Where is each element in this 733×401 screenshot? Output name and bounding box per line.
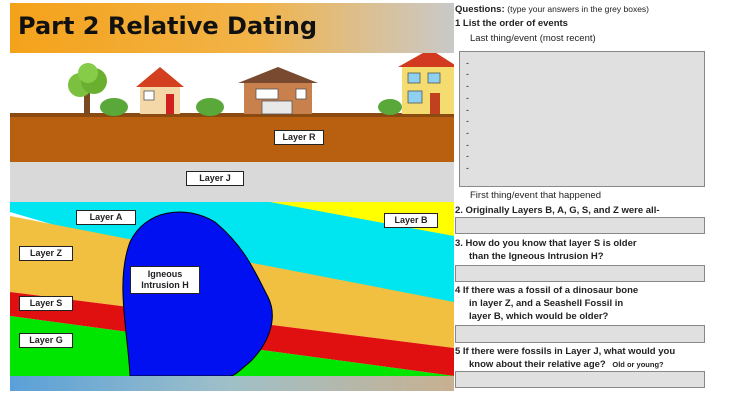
slide-margin (0, 0, 10, 401)
questions-header-label: Questions: (455, 4, 505, 15)
question-4-line-3-text: layer B, which would be older? (469, 311, 609, 322)
dash-10: - (466, 163, 469, 173)
igneous-intrusion-label: Igneous Intrusion H (130, 266, 200, 294)
dash-3: - (466, 81, 469, 91)
layer-r-label: Layer R (274, 130, 324, 145)
yellow-house-icon (398, 53, 454, 114)
question-5-line-2 (455, 358, 664, 371)
layer-a-label: Layer A (76, 210, 136, 225)
dash-2: - (466, 69, 469, 79)
dash-6: - (466, 116, 469, 126)
question-3-line-1: 3. How do you know that layer S is older (455, 238, 637, 249)
cross-section-drawing (10, 202, 454, 376)
layer-z-label: Layer Z (19, 246, 73, 261)
answer-box-2[interactable] (455, 217, 705, 234)
question-5-line-2-text: know about their relative age? (469, 359, 606, 370)
layer-s-label: Layer S (19, 296, 73, 311)
title-banner (10, 3, 454, 53)
question-4-line-1: 4 If there was a fossil of a dinosaur bone (455, 285, 639, 296)
layer-g-label: Layer G (19, 333, 73, 348)
question-1-top-note: Last thing/event (most recent) (470, 33, 596, 44)
dash-9: - (466, 151, 469, 161)
question-4-line-2 (455, 297, 623, 310)
questions-header (455, 3, 649, 16)
answer-box-5[interactable] (455, 371, 705, 388)
layer-j-label: Layer J (186, 171, 244, 186)
question-4-line-2-text: in layer Z, and a Seashell Fossil in (469, 298, 624, 309)
layer-r-band (10, 113, 454, 162)
page-title: Part 2 Relative Dating (18, 12, 318, 40)
question-5-note: Old or young? (612, 360, 664, 369)
questions-panel (454, 0, 733, 401)
question-1-bottom-note: First thing/event that happened (470, 190, 601, 201)
question-3-line-2-text: than the Igneous Intrusion H? (469, 251, 604, 262)
brown-house-icon (238, 67, 318, 114)
dash-7: - (466, 128, 469, 138)
dash-5: - (466, 105, 469, 115)
dash-4: - (466, 93, 469, 103)
answer-box-1[interactable] (459, 51, 705, 187)
layer-b-label: Layer B (384, 213, 438, 228)
questions-header-note: (type your answers in the grey boxes) (507, 4, 649, 14)
question-1: 1 List the order of events (455, 18, 568, 29)
answer-box-3[interactable] (455, 265, 705, 282)
bottom-strip (10, 376, 454, 391)
dash-1: - (466, 58, 469, 68)
question-3-line-2 (455, 250, 604, 263)
question-5-line-1: 5 If there were fossils in Layer J, what would you (455, 346, 676, 357)
cross-section (10, 202, 454, 376)
question-2: 2. Originally Layers B, A, G, S, and Z were all- (455, 205, 660, 216)
red-house-icon (136, 67, 184, 114)
dash-8: - (466, 140, 469, 150)
surface-scene (10, 53, 454, 202)
question-4-line-3 (455, 310, 608, 323)
answer-box-4[interactable] (455, 325, 705, 343)
